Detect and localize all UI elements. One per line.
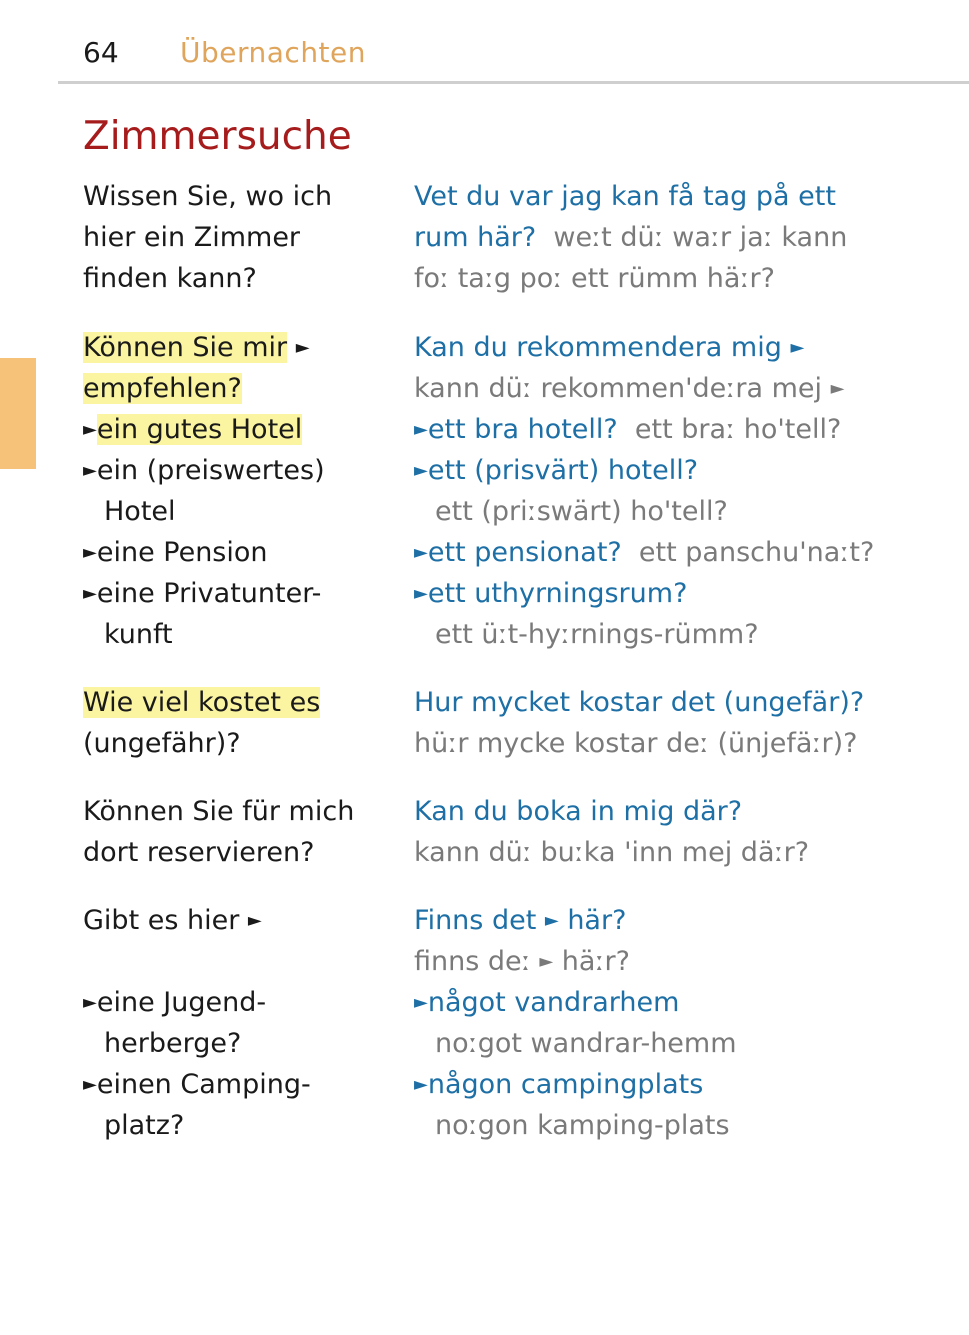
marker-arrow-icon: ► [83, 419, 97, 440]
marker-arrow-icon: ► [790, 337, 805, 358]
german-phrase-line: hier ein Zimmer [83, 222, 301, 253]
german-option-line [83, 532, 268, 573]
german-option-line [83, 450, 325, 491]
swedish-option-text: ett bra hotell? [427, 414, 618, 445]
german-option-text: eine Privatunter- [96, 578, 322, 609]
pronunciation-text: weːt düː waːr jaː kann [553, 222, 848, 253]
german-option-text: eine Jugend- [96, 987, 267, 1018]
highlighted-phrase: Können Sie mir [83, 332, 288, 363]
pronunciation-line: ett (priːswärt) ho'tell? [435, 496, 728, 527]
pronunciation-line: kann düː buːka 'inn mej däːr? [414, 837, 810, 868]
section-title: Zimmersuche [83, 114, 352, 159]
page-number: 64 [83, 36, 119, 69]
highlighted-phrase: ein gutes Hotel [96, 414, 303, 445]
marker-arrow-icon: ► [414, 542, 428, 563]
german-option-text: eine Pension [96, 537, 268, 568]
marker-arrow-icon: ► [414, 1074, 428, 1095]
pronunciation-line: noːgon kamping-plats [435, 1110, 730, 1141]
swedish-phrase-line: Vet du var jag kan få tag på ett [414, 181, 836, 212]
german-phrase-line [83, 368, 242, 409]
german-phrase-line [83, 900, 262, 941]
marker-arrow-icon: ► [539, 951, 554, 972]
marker-arrow-icon: ► [83, 542, 97, 563]
german-phrase-line: finden kann? [83, 263, 257, 294]
german-phrase-line: (ungefähr)? [83, 728, 241, 759]
pronunciation-line: noːgot wandrar-hemm [435, 1028, 737, 1059]
german-phrase-line: dort reservieren? [83, 837, 315, 868]
pronunciation-text: ett braː ho'tell? [634, 414, 842, 445]
german-option-line [83, 409, 302, 450]
german-phrase-line [83, 327, 310, 368]
swedish-phrase-text: Finns det [414, 905, 537, 936]
swedish-phrase-text: rum här? [414, 222, 537, 253]
swedish-phrase-line [414, 327, 804, 368]
swedish-option-text: ett pensionat? [427, 537, 622, 568]
swedish-option-line [414, 573, 687, 614]
german-option-line: platz? [104, 1110, 185, 1141]
marker-arrow-icon: ► [83, 992, 97, 1013]
pronunciation-text: kann düː rekommen'deːra mej [414, 373, 822, 404]
highlighted-phrase: empfehlen? [83, 373, 242, 404]
swedish-phrase-text: Kan du rekommendera mig [414, 332, 782, 363]
marker-arrow-icon: ► [83, 1074, 97, 1095]
swedish-option-text: ett uthyrningsrum? [427, 578, 688, 609]
chapter-tab-marker [0, 358, 36, 469]
german-option-line: Hotel [104, 496, 176, 527]
swedish-phrase-line [414, 217, 847, 258]
german-option-line: kunft [104, 619, 173, 650]
german-phrase-line: Können Sie für mich [83, 796, 355, 827]
german-option-line [83, 982, 266, 1023]
marker-arrow-icon: ► [414, 460, 428, 481]
pronunciation-text: ett panschu'naːt? [638, 537, 875, 568]
german-option-line [83, 573, 321, 614]
marker-arrow-icon: ► [414, 419, 428, 440]
swedish-option-line [414, 409, 841, 450]
pronunciation-line: hüːr mycke kostar deː (ünjefäːr)? [414, 728, 858, 759]
marker-arrow-icon: ► [295, 337, 310, 358]
pronunciation-text: finns deː [414, 946, 531, 977]
marker-arrow-icon: ► [414, 583, 428, 604]
swedish-option-text: ett (prisvärt) hotell? [427, 455, 699, 486]
german-phrase-text: Gibt es hier [83, 905, 240, 936]
pronunciation-line: ett üːt-hyːrnings-rümm? [435, 619, 759, 650]
highlighted-phrase: Wie viel kostet es [83, 687, 321, 718]
swedish-option-line [414, 982, 679, 1023]
pronunciation-line: foː taːg poː ett rümm häːr? [414, 263, 775, 294]
german-option-text: einen Camping- [96, 1069, 311, 1100]
marker-arrow-icon: ► [830, 378, 845, 399]
swedish-option-line [414, 1064, 703, 1105]
swedish-option-line [414, 450, 698, 491]
swedish-option-text: någon campingplats [427, 1069, 704, 1100]
swedish-option-text: något vandrarhem [427, 987, 680, 1018]
swedish-phrase-line: Hur mycket kostar det (ungefär)? [414, 687, 865, 718]
marker-arrow-icon: ► [544, 910, 559, 931]
german-option-line [83, 1064, 311, 1105]
header-divider [58, 81, 969, 84]
pronunciation-line [414, 941, 630, 982]
pronunciation-text: häːr? [561, 946, 630, 977]
marker-arrow-icon: ► [83, 460, 97, 481]
swedish-option-line [414, 532, 874, 573]
german-phrase-line [83, 682, 320, 723]
marker-arrow-icon: ► [247, 910, 262, 931]
swedish-phrase-text: här? [567, 905, 627, 936]
marker-arrow-icon: ► [414, 992, 428, 1013]
running-head: Übernachten [180, 36, 367, 69]
swedish-phrase-line: Kan du boka in mig där? [414, 796, 743, 827]
pronunciation-line [414, 368, 844, 409]
german-option-line: herberge? [104, 1028, 242, 1059]
german-phrase-line: Wissen Sie, wo ich [83, 181, 333, 212]
swedish-phrase-line [414, 900, 626, 941]
german-option-text: ein (preiswertes) [96, 455, 325, 486]
marker-arrow-icon: ► [83, 583, 97, 604]
